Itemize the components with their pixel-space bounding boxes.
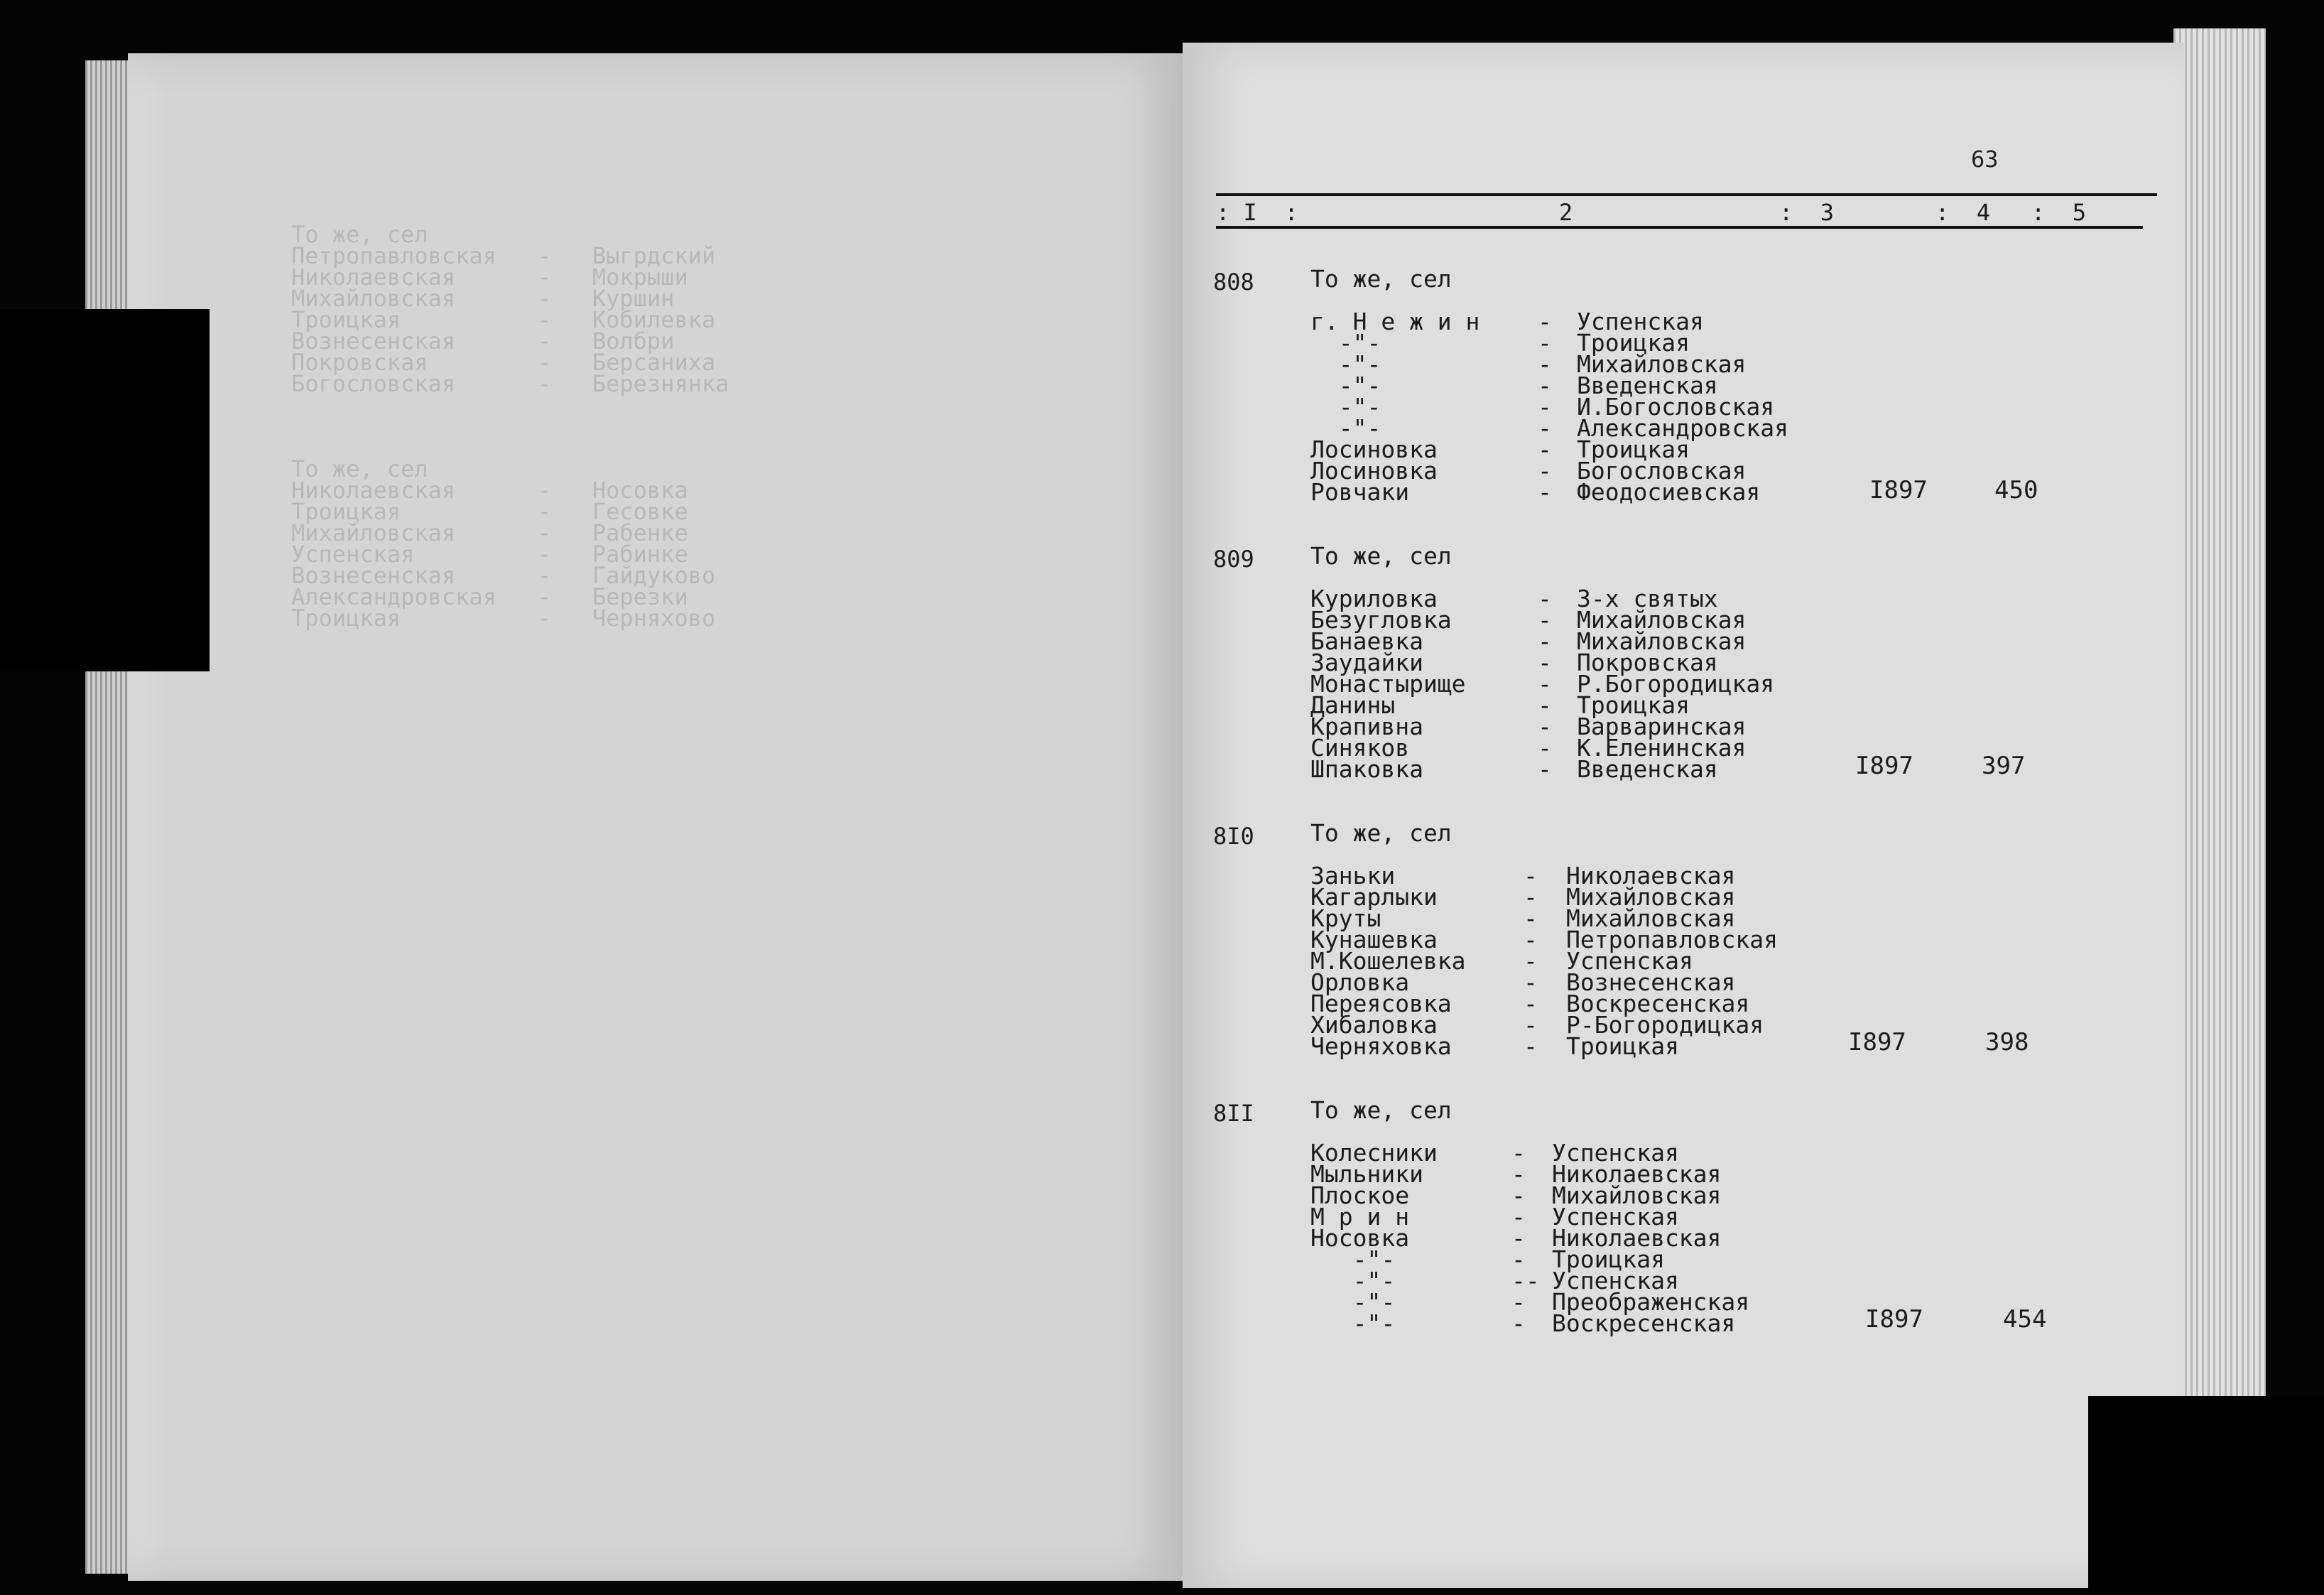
church-name: Успенская (1566, 947, 1693, 975)
count-value: 450 (1994, 476, 2038, 504)
separator-dash: - (1538, 627, 1552, 655)
group-heading: То же, сел (1310, 542, 1452, 570)
header-rule-top (1216, 193, 2157, 196)
place-name: Носовка (1310, 1224, 1410, 1252)
place-name: Переясовка (1310, 990, 1452, 1017)
separator-dash: - (1511, 1309, 1526, 1337)
church-name: Преображенская (1552, 1288, 1750, 1316)
separator-dash: - (1538, 713, 1552, 740)
church-name: Успенская (1552, 1267, 1679, 1294)
separator-dash: - (1511, 1245, 1526, 1273)
separator-dash: - (1524, 904, 1538, 932)
church-name: Троицкая (1577, 436, 1690, 463)
place-name: Орловка (1310, 968, 1410, 996)
church-name: Александровская (1577, 414, 1789, 442)
header-rule-bottom (1216, 226, 2143, 229)
separator-dash: - (1524, 990, 1538, 1017)
group-number: 809 (1213, 546, 1254, 573)
church-name: Богословская (1577, 457, 1747, 485)
separator-dash: - (1511, 1203, 1526, 1231)
count-value: 398 (1985, 1028, 2029, 1056)
place-name: Кунашевка (1310, 926, 1438, 953)
church-name: Михайловская (1552, 1182, 1722, 1209)
church-name: Троицкая (1577, 691, 1690, 719)
place-name: Банаевка (1310, 627, 1423, 655)
place-name: -"- (1310, 1245, 1396, 1273)
black-mask-right (2088, 1396, 2324, 1595)
separator-dash: - (1524, 1032, 1538, 1060)
place-name: Плоское (1310, 1182, 1410, 1209)
header-col5: : 5 (2031, 199, 2087, 226)
place-name: Крапивна (1310, 713, 1423, 740)
church-name: 3-х святых (1577, 585, 1718, 612)
church-name: К.Еленинская (1577, 734, 1747, 762)
church-name: Введенская (1577, 755, 1718, 783)
place-name: Синяков (1310, 734, 1410, 762)
church-name: Михайловская (1566, 904, 1736, 932)
place-name: -"- (1310, 1267, 1396, 1294)
separator-dash: - (1524, 862, 1538, 890)
separator-dash: - (1538, 372, 1552, 399)
church-name: Введенская (1577, 372, 1718, 399)
separator-dash: - (1524, 968, 1538, 996)
church-name: Троицкая (1577, 329, 1690, 357)
page-number: 63 (1971, 146, 1999, 173)
header-col2: 2 (1559, 199, 1573, 226)
header-col1: : I : (1216, 199, 1298, 226)
right-page-edges (2173, 28, 2266, 1520)
church-name: Николаевская (1552, 1160, 1722, 1188)
place-name: Лосиновка (1310, 457, 1438, 485)
place-name: -"- (1310, 1309, 1396, 1337)
place-name: М р и н (1310, 1203, 1410, 1231)
place-name: Хибаловка (1310, 1011, 1438, 1039)
place-name: Монастырище (1310, 670, 1466, 698)
left-page (128, 53, 1186, 1581)
separator-dash: - (1511, 1182, 1526, 1209)
group-heading: То же, сел (1310, 819, 1452, 847)
group-number: 8I0 (1213, 823, 1254, 850)
church-name: Воскресенская (1552, 1309, 1736, 1337)
place-name: г. Н е ж и н (1310, 308, 1480, 335)
place-name: Кагарлыки (1310, 883, 1438, 911)
separator-dash: - (1538, 691, 1552, 719)
place-name: -"- (1310, 350, 1381, 378)
church-name: Михайловская (1577, 350, 1747, 378)
place-name: Колесники (1310, 1139, 1438, 1167)
separator-dash: - (1538, 478, 1552, 506)
separator-dash: - (1538, 329, 1552, 357)
separator-dash: - (1524, 926, 1538, 953)
separator-dash: - (1538, 350, 1552, 378)
separator-dash: - (1538, 457, 1552, 485)
count-value: 454 (2003, 1305, 2047, 1334)
place-name: -"- (1310, 372, 1381, 399)
place-name: Мыльники (1310, 1160, 1423, 1188)
place-name: -"- (1310, 329, 1381, 357)
separator-dash: - (1511, 1160, 1526, 1188)
place-name: Безугловка (1310, 606, 1452, 634)
separator-dash: - (1538, 308, 1552, 335)
year-value: I897 (1869, 476, 1928, 504)
group-heading: То же, сел (1310, 265, 1452, 293)
church-name: Николаевская (1566, 862, 1736, 890)
separator-dash: - (1511, 1139, 1526, 1167)
separator-dash: - (1538, 670, 1552, 698)
separator-dash: - (1538, 436, 1552, 463)
church-name: Троицкая (1566, 1032, 1679, 1060)
church-name: И.Богословская (1577, 393, 1775, 421)
church-name: Воскресенская (1566, 990, 1750, 1017)
separator-dash: - (1538, 606, 1552, 634)
group-heading: То же, сел (1310, 1096, 1452, 1124)
place-name: Ровчаки (1310, 478, 1410, 506)
year-value: I897 (1848, 1028, 1906, 1056)
separator-dash: - (1524, 1011, 1538, 1039)
separator-dash: - (1511, 1288, 1526, 1316)
separator-dash: - (1538, 393, 1552, 421)
place-name: -"- (1310, 393, 1381, 421)
church-name: Михайловская (1577, 606, 1747, 634)
separator-dash: - (1538, 734, 1552, 762)
header-col3: : 3 (1779, 199, 1835, 226)
year-value: I897 (1855, 752, 1913, 780)
place-name: Данины (1310, 691, 1396, 719)
separator-dash: - (1538, 585, 1552, 612)
place-name: -"- (1310, 1288, 1396, 1316)
church-name: Р.Богородицкая (1577, 670, 1775, 698)
group-number: 808 (1213, 269, 1254, 296)
church-name: Варваринская (1577, 713, 1747, 740)
place-name: Круты (1310, 904, 1381, 932)
bleed-through-text: То же, сел Петропавловская - Выгрдский Николаевская - Мокрыши Михайловская - Куршин Троицкая - Кобилевка Вознесенская - Волбри Покровская - Берсаниха Богословская - Березнянка То же, сел Николаевская - Носовка Троицкая - Гесовке Михайловская - Рабенке Успенская - Рабинке Вознесенская - Гайдуково Александровская - Березки Троицкая - Черняхово (291, 221, 729, 632)
church-name: Михайловская (1566, 883, 1736, 911)
place-name: Черняховка (1310, 1032, 1452, 1060)
church-name: Вознесенская (1566, 968, 1736, 996)
place-name: -"- (1310, 414, 1381, 442)
black-mask-left (0, 309, 210, 671)
church-name: Николаевская (1552, 1224, 1722, 1252)
separator-dash: - (1538, 755, 1552, 783)
church-name: Феодосиевская (1577, 478, 1761, 506)
church-name: Успенская (1552, 1139, 1679, 1167)
separator-dash: -- (1511, 1267, 1540, 1294)
place-name: Куриловка (1310, 585, 1438, 612)
separator-dash: - (1524, 947, 1538, 975)
church-name: Успенская (1552, 1203, 1679, 1231)
place-name: Заньки (1310, 862, 1396, 890)
separator-dash: - (1524, 883, 1538, 911)
separator-dash: - (1538, 414, 1552, 442)
church-name: Михайловская (1577, 627, 1747, 655)
place-name: Заудайки (1310, 649, 1423, 676)
place-name: Шпаковка (1310, 755, 1423, 783)
church-name: Р-Богородицкая (1566, 1011, 1764, 1039)
separator-dash: - (1511, 1224, 1526, 1252)
year-value: I897 (1865, 1305, 1923, 1334)
church-name: Покровская (1577, 649, 1718, 676)
church-name: Петропавловская (1566, 926, 1779, 953)
place-name: Лосиновка (1310, 436, 1438, 463)
separator-dash: - (1538, 649, 1552, 676)
group-number: 8II (1213, 1100, 1254, 1127)
count-value: 397 (1982, 752, 2026, 780)
place-name: М.Кошелевка (1310, 947, 1466, 975)
church-name: Успенская (1577, 308, 1704, 335)
church-name: Троицкая (1552, 1245, 1665, 1273)
header-col4: : 4 (1935, 199, 1991, 226)
